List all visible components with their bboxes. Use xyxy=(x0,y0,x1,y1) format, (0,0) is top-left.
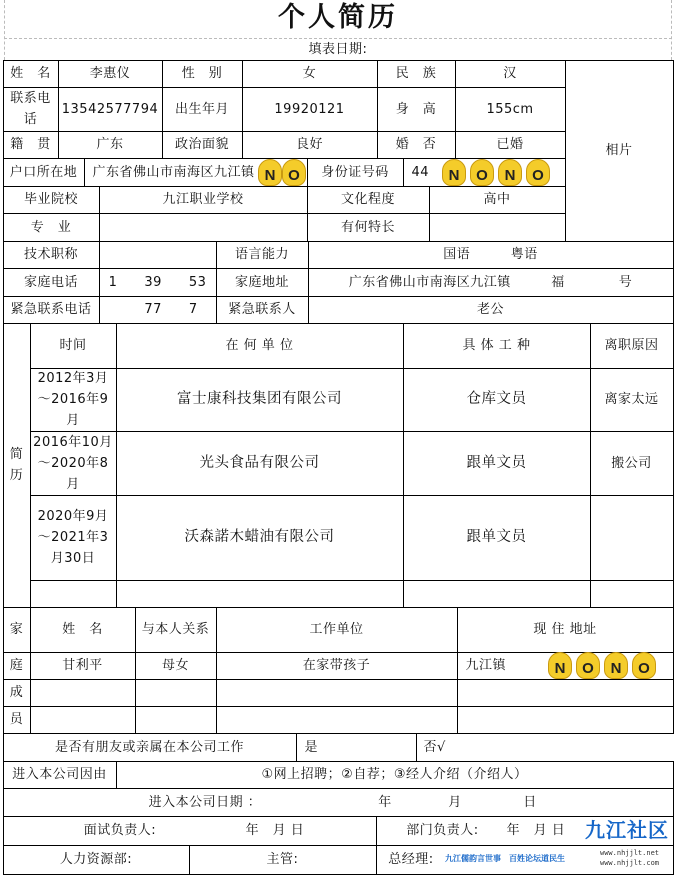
resume-cell xyxy=(116,431,404,496)
cell-text: 民 族 xyxy=(395,66,437,81)
cell-text: 77 7 xyxy=(117,302,198,317)
cell-text: 填表日期: xyxy=(308,41,368,57)
family-side-label xyxy=(3,652,31,680)
3-cell xyxy=(590,323,674,369)
family-cell xyxy=(135,706,217,734)
major-value xyxy=(99,213,308,242)
cell-text: 员 xyxy=(9,712,24,727)
cell-text: 九江职业学校 xyxy=(162,192,244,207)
cell-text: 家庭地址 xyxy=(234,274,289,290)
resume-cell xyxy=(403,368,591,432)
cell-text: 文化程度 xyxy=(340,192,395,207)
title-label-cell xyxy=(3,241,100,269)
cell-text: 成 xyxy=(9,685,24,700)
resume-cell xyxy=(116,495,404,581)
family-cell xyxy=(135,679,217,707)
cell-text: 1 39 53 xyxy=(108,274,207,290)
cell-text: 庭 xyxy=(9,658,24,673)
origin-value xyxy=(58,131,163,159)
hand-sticker-icon: O xyxy=(282,159,306,186)
resume-cell xyxy=(30,495,117,581)
family-side-label xyxy=(3,607,31,653)
cell-text: 专 业 xyxy=(30,219,72,235)
cell-text: 时间 xyxy=(59,338,87,353)
cell-text: 家庭电话 xyxy=(23,274,78,290)
cell-text: 广东省佛山市南海区九江镇 福 号 xyxy=(348,274,633,290)
cell-text: 紧急联系电话 xyxy=(10,302,92,317)
school-value xyxy=(99,186,308,214)
name-label-cell xyxy=(3,60,59,88)
entry-day xyxy=(515,788,546,817)
resume-cell xyxy=(590,431,674,496)
gender-value xyxy=(242,60,378,88)
cell-text: 19920121 xyxy=(274,101,345,117)
height-value xyxy=(455,87,566,132)
hand-sticker-icon: O xyxy=(632,652,656,679)
cell-text: 月 xyxy=(448,794,462,810)
family-cell xyxy=(216,679,458,707)
cell-text: 出生年月 xyxy=(174,101,229,117)
family-cell xyxy=(457,679,674,707)
phone-value xyxy=(58,87,163,132)
ethnic-value xyxy=(455,60,566,88)
phone-label-cell xyxy=(3,87,59,132)
interviewer-date xyxy=(230,816,321,846)
cell-text: 搬公司 xyxy=(611,455,652,471)
cell-text: 仓库文员 xyxy=(466,391,527,407)
family-header xyxy=(135,607,217,653)
cell-text: 语言能力 xyxy=(234,247,289,262)
cell-text: 与本人关系 xyxy=(141,622,210,637)
hukou-label-cell xyxy=(3,158,85,187)
cell-text: 人力资源部: xyxy=(59,852,133,867)
lang-label-cell xyxy=(216,241,309,269)
cell-text: 简 历 xyxy=(9,447,37,483)
resume-side-label xyxy=(3,323,37,608)
tech-title-value xyxy=(99,241,217,269)
home-addr-label-cell xyxy=(216,268,309,297)
resume-cell xyxy=(116,368,404,432)
resume-cell xyxy=(30,580,117,608)
cell-text: 李惠仪 xyxy=(89,66,131,81)
cell-text: 家 xyxy=(9,622,24,637)
cell-text: 富士康科技集团有限公司 xyxy=(177,391,342,407)
supervisor-label-cell xyxy=(189,845,377,875)
origin-label-cell xyxy=(3,131,59,159)
cell-text: 老公 xyxy=(476,302,504,317)
friend-no xyxy=(416,733,674,762)
cell-text: 有何特长 xyxy=(340,219,395,235)
cell-text: 部门负责人: xyxy=(406,823,479,838)
family-cell xyxy=(457,706,674,734)
home-addr-value xyxy=(308,268,674,297)
cell-text: 光头食品有限公司 xyxy=(199,454,320,471)
entry-date-label xyxy=(130,788,281,817)
cell-text: 相片 xyxy=(605,143,633,158)
photo-box xyxy=(565,60,674,242)
cell-text: 2012年3月～2016年9月 xyxy=(37,371,109,428)
gender-label-cell xyxy=(162,60,243,88)
cell-text: 总经理: xyxy=(388,852,434,867)
watermark-urls: www.nhjjlt.net www.nhjjlt.com xyxy=(600,849,660,867)
cell-text: 甘利平 xyxy=(62,658,103,673)
ethnic-label-cell xyxy=(377,60,456,88)
marital-value xyxy=(455,131,566,159)
edu-value xyxy=(429,186,566,214)
hand-sticker-icon: N xyxy=(258,159,282,186)
cell-text: 已婚 xyxy=(496,137,524,152)
reason-label-cell xyxy=(3,761,117,789)
cell-text: 姓 名 xyxy=(10,66,51,81)
family-side-label xyxy=(3,706,31,734)
cell-text: ①网上招聘；②自荐；③经人介绍（介绍人） xyxy=(261,767,528,782)
hand-sticker-icon: O xyxy=(526,159,550,186)
cell-text: 13542577794 xyxy=(61,101,159,117)
cell-text: 跟单文员 xyxy=(466,529,527,545)
emerg-phone-value xyxy=(99,296,217,324)
table-cell xyxy=(3,788,674,817)
2-cell xyxy=(403,323,591,369)
cell-text: 女 xyxy=(302,66,317,81)
cell-text: 毕业院校 xyxy=(23,192,78,207)
school-label-cell xyxy=(3,186,100,214)
cell-text: 婚 否 xyxy=(395,137,437,152)
cell-text: 离职原因 xyxy=(604,338,659,353)
cell-text: 跟单文员 xyxy=(466,454,527,471)
name-value xyxy=(58,60,163,88)
dept-head-label xyxy=(395,816,491,846)
id-label-cell xyxy=(307,158,404,187)
watermark-slogan: 九江儒韵言世事 百姓论坛道民生 xyxy=(445,854,565,863)
cell-text: 广东省佛山市南海区九江镇 xyxy=(92,164,255,180)
hand-sticker-icon: O xyxy=(470,159,494,186)
family-side-label xyxy=(3,679,31,707)
cell-text: 汉 xyxy=(503,66,517,81)
resume-cell xyxy=(590,495,674,581)
friend-label-cell xyxy=(3,733,297,762)
resume-cell xyxy=(30,368,117,432)
cell-text: 身份证号码 xyxy=(321,164,389,180)
cell-text: 否√ xyxy=(423,739,446,755)
emerg-contact-value xyxy=(308,296,674,324)
resume-cell xyxy=(116,580,404,608)
cell-text: 年 xyxy=(378,794,392,810)
gm-label xyxy=(380,845,443,875)
hand-sticker-icon: N xyxy=(442,159,466,186)
birth-value xyxy=(242,87,378,132)
page-title: 个人简历 xyxy=(278,2,398,33)
home-phone-value xyxy=(99,268,217,297)
cell-text: 广东 xyxy=(96,137,124,152)
skill-label-cell xyxy=(307,213,430,242)
watermark-logo: 九江社区 xyxy=(585,818,669,842)
resume-cell xyxy=(403,580,591,608)
hr-label-cell xyxy=(3,845,190,875)
hand-sticker-icon: N xyxy=(548,652,572,679)
1-cell xyxy=(116,323,404,369)
family-cell xyxy=(30,706,136,734)
cell-text: 性 别 xyxy=(181,66,223,81)
cell-text: 技术职称 xyxy=(23,247,78,262)
family-cell xyxy=(30,679,136,707)
marital-label-cell xyxy=(377,131,456,159)
cell-text: 44 xyxy=(411,164,430,180)
emerg-contact-label-cell xyxy=(216,296,309,324)
cell-text: 年 月 日 xyxy=(245,823,305,838)
birth-label-cell xyxy=(162,87,243,132)
cell-text: 籍 贯 xyxy=(10,137,51,152)
cell-text: 是否有朋友或亲属在本公司工作 xyxy=(54,739,244,755)
cell-text: 进入本公司因由 xyxy=(12,767,107,782)
cell-text: 155cm xyxy=(486,101,534,117)
family-cell xyxy=(135,652,217,680)
hand-sticker-icon: N xyxy=(604,652,628,679)
cell-text: 户口所在地 xyxy=(9,164,78,180)
political-value xyxy=(242,131,378,159)
skill-value xyxy=(429,213,566,242)
interviewer-label xyxy=(60,816,181,846)
cell-text: 年 月 日 xyxy=(506,823,566,838)
cell-text: 政治面貌 xyxy=(174,137,229,152)
resume-cell xyxy=(403,495,591,581)
cell-text: 在 何 单 位 xyxy=(225,338,294,353)
family-header xyxy=(30,607,136,653)
cell-text: 母女 xyxy=(161,658,189,673)
fill-date xyxy=(0,38,676,61)
cell-text: 姓 名 xyxy=(62,622,103,637)
cell-text: 2016年10月～2020年8月 xyxy=(33,434,113,492)
cell-text: 现 住 地址 xyxy=(533,622,597,637)
hand-sticker-icon: O xyxy=(576,652,600,679)
cell-text: 2020年9月～2021年3月30日 xyxy=(37,509,109,566)
cell-text: 日 xyxy=(523,794,537,810)
cell-text: 身 高 xyxy=(395,101,437,117)
cell-text: 是 xyxy=(304,739,319,755)
cell-text: 具 体 工 种 xyxy=(462,338,531,353)
cell-text: 九江镇 xyxy=(465,658,507,673)
cell-text: 工作单位 xyxy=(309,622,364,637)
cell-text: 紧急联系人 xyxy=(228,302,296,317)
entry-year xyxy=(370,788,401,817)
cell-text: 沃森諾木蜡油有限公司 xyxy=(184,529,335,545)
family-cell xyxy=(216,652,458,680)
height-label-cell xyxy=(377,87,456,132)
cell-text: 面试负责人: xyxy=(83,823,157,838)
entry-month xyxy=(440,788,471,817)
dept-head-date xyxy=(495,816,578,846)
0-cell xyxy=(30,323,117,369)
resume-cell xyxy=(590,368,674,432)
emerg-phone-label-cell xyxy=(3,296,100,324)
cell-text: 国语 粤语 xyxy=(443,247,538,262)
reason-options xyxy=(116,761,674,789)
cell-text: 良好 xyxy=(295,137,323,152)
resume-cell xyxy=(590,580,674,608)
cell-text: 主管: xyxy=(266,852,299,867)
cell-text: 在家带孩子 xyxy=(302,658,371,673)
political-label-cell xyxy=(162,131,243,159)
lang-value xyxy=(308,241,674,269)
cell-text: 进入本公司日期 ： xyxy=(148,794,262,810)
resume-cell xyxy=(403,431,591,496)
cell-text: 高中 xyxy=(483,192,511,207)
family-cell xyxy=(30,652,136,680)
family-header xyxy=(216,607,458,653)
cell-text: 联系电话 xyxy=(10,91,51,127)
resume-cell xyxy=(30,431,117,496)
family-cell xyxy=(216,706,458,734)
cell-text: 离家太远 xyxy=(604,392,659,407)
hand-sticker-icon: N xyxy=(498,159,522,186)
edu-label-cell xyxy=(307,186,430,214)
major-label-cell xyxy=(3,213,100,242)
friend-yes xyxy=(296,733,417,762)
home-phone-label-cell xyxy=(3,268,100,297)
family-header xyxy=(457,607,674,653)
